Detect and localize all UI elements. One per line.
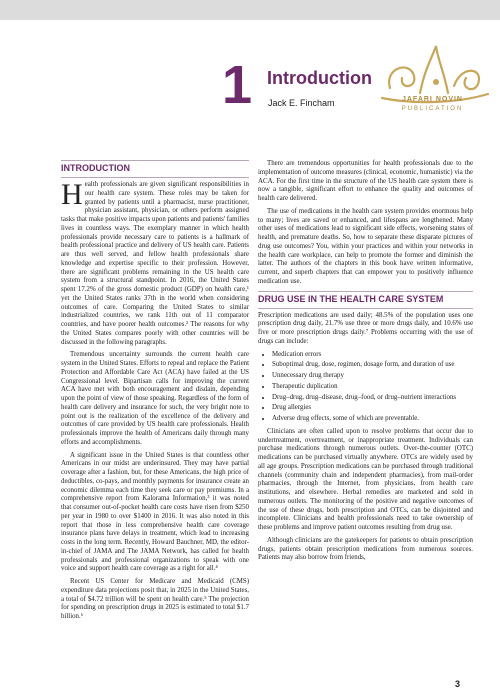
- logo-swirl-left: [389, 67, 414, 88]
- paragraph-text: ealth professionals are given significant responsibilities in our health care system. These roles may be taken for granted by patients until a pharmacist, nurse practitioner, physician assistant, physician, or others perform assigned tasks that make positive impacts upon patients and patients' families lives in countless ways. The exemplary manner in which health professionals provide necessary care to patients is a hallmark of health professional practice and delivery of US health care. Patients are thus well served, and fellow health professionals share knowledge and expertise specific to their profession. However, there are significant problems remaining in the US health care system from a structural standpoint. In 2016, the United States spent 17.2% of the gross domestic product (GDP) on health care,¹ yet the United States ranks 37th in the world when considering outcomes of care. Comparing the United States to similar industrialized countries, we rank 11th out of 11 comparator countries, and have poorer health outcomes.² The reasons for why the United States compares poorly with other countries will be discussed in the following paragraphs.: [61, 181, 249, 346]
- section-heading-drug-use: DRUG USE IN THE HEALTH CARE SYSTEM: [258, 291, 473, 309]
- header-band: [0, 0, 500, 20]
- logo-swirl-center: [420, 46, 448, 93]
- chapter-number: 1: [222, 55, 253, 115]
- section-heading-introduction: INTRODUCTION: [61, 160, 249, 178]
- logo-name: JAFARI NOVIN: [401, 96, 463, 103]
- left-column: [61, 160, 249, 626]
- paragraph: [61, 178, 249, 347]
- list-item: • Adverse drug effects, some of which are preventable.: [272, 415, 473, 424]
- paragraph: A significant issue in the United States is that countless other Americans in our midst are underinsured. They may have partial coverage after a fashion, but, for these Americans, the high price of deductibles, co-pays, and monthly payments for insurance create an economic dilemma each time they seek care or pay premiums. In a comprehensive report from Kalorama Information,³ it was noted that consumer out-of-pocket health care costs have risen from $250 per year in 1980 to over $1400 in 2016. It was also noted in this report that those in less comprehensive health care coverage insurance plans have delays in treatment, which lead to increasing costs in the long term. Recently, Howard Bauchner, MD, the editor-in-chief of JAMA and The JAMA Network, has called for health professionals and professional organizations to speak with one voice and support health care coverage as a right for all.⁴: [61, 451, 249, 573]
- logo-swirl-right: [454, 71, 479, 89]
- paragraph: Recent US Center for Medicare and Medicaid (CMS) expenditure data projections posit that, in 2025 in the United States, a total of $4.72 trillion will be spent on health care.⁵ The projection for spending on prescription drugs in 2025 is estimated to total $1.7 billion.⁶: [61, 578, 249, 620]
- list-item: • Therapeutic duplication: [272, 383, 473, 392]
- list-item: • Drug–drug, drug–disease, drug–food, or drug–nutrient interactions: [272, 394, 473, 403]
- paragraph: Prescription medications are used daily; 48.5% of the population uses one prescription drug daily, 21.7% use three or more drugs daily, and 10.6% use five or more prescription drugs daily.⁷ Problems occurring with the use of drugs can include:: [258, 311, 473, 345]
- list-item: • Suboptimal drug, dose, regimen, dosage form, and duration of use: [272, 361, 473, 370]
- chapter-author: Jack E. Fincham: [268, 98, 335, 108]
- list-item: • Medication errors: [272, 351, 473, 360]
- list-item: • Drug allergies: [272, 404, 473, 413]
- logo-dot: [433, 79, 439, 85]
- paragraph: Clinicians are often called upon to resolve problems that occur due to undertreatment, overtreatment, or inappropriate treatment. Individuals can purchase medications through numerous outlets. Over-the-counter (OTC) medications can be purchased virtually anywhere. OTCs are widely used by all age groups. Prescription medications can be purchased through traditional channels (community chain and independent pharmacies), from mail-order pharmacies, through the Internet, from physicians, from health care institutions, and elsewhere. Herbal remedies are marketed and sold in numerous outlets. The monitoring of the positive and negative outcomes of the use of these drugs, both prescription and OTCs, can be disjointed and incomplete. Clinicians and health professionals need to take ownership of these problems and improve patient outcomes resulting from drug use.: [258, 427, 473, 531]
- problems-list: [258, 351, 473, 424]
- right-column: [258, 160, 473, 567]
- paragraph: The use of medications in the health care system provides enormous help to many; lives are saved or enhanced, and lifespans are lengthened. Many other uses of medications lead to significant side effects, worsening states of health, and premature deaths. So, how to separate these disparate pictures of drug use outcomes? You, within your practices and within your networks in the health care workplace, can help to promote the former and diminish the latter. The authors of the chapters in this book have written informative, current, and superb chapters that can empower you to positively influence medication use.: [258, 207, 473, 285]
- page-number: 3: [455, 679, 461, 689]
- paragraph: Tremendous uncertainty surrounds the current health care system in the United States. Efforts to repeal and replace the Patient Protection and Affordable Care Act (ACA) have failed at the US Congressional level. Bipartisan calls for improving the current ACA have met with both encouragement and disdain, depending upon the point of view of those speaking. Regardless of the form of health care delivery and insurance for such, the very bright note to point out is the realization of the excellence of the delivery and outcomes of care provided by US health care professionals. Health professionals improve the health of Americans daily through many efforts and accomplishments.: [61, 351, 249, 446]
- paragraph: Although clinicians are the gatekeepers for patients to obtain prescription drugs, patients obtain prescription medications from numerous sources. Patients may also borrow from friends,: [258, 536, 473, 562]
- paragraph: There are tremendous opportunities for health professionals due to the implementation of outcome measures (clinical, economic, humanistic) via the ACA. For the first time in the structure of the US health care system there is now a tangible, significant effort to enhance the quality and outcomes of health care delivered.: [258, 160, 473, 202]
- drop-cap: H: [61, 178, 83, 211]
- logo-subtitle: PUBLICATION: [401, 106, 464, 112]
- chapter-title: Introduction: [267, 68, 372, 88]
- list-item: • Unnecessary drug therapy: [272, 372, 473, 381]
